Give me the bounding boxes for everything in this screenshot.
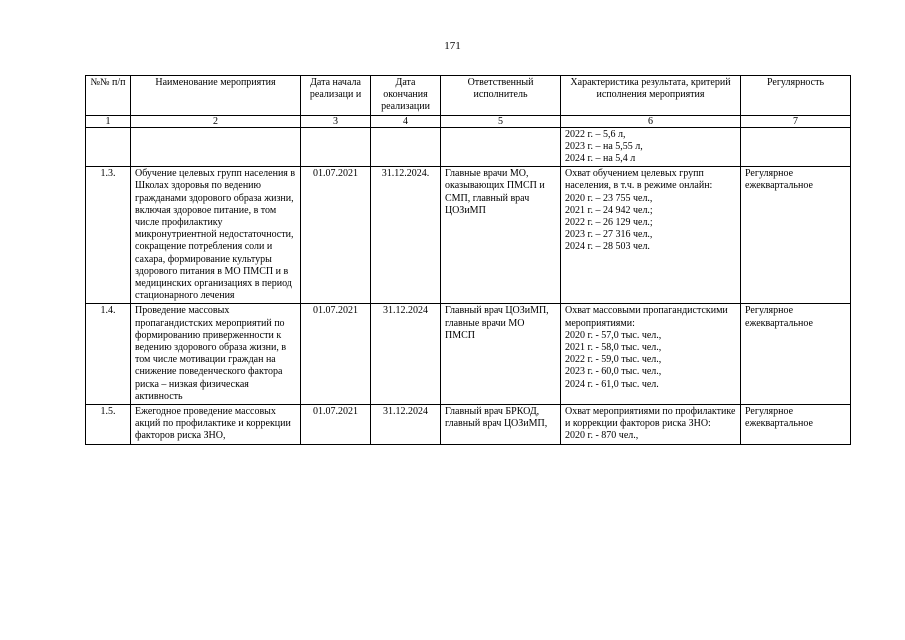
result-line: 2022 г. – 5,6 л, — [565, 128, 626, 140]
end-date: 31.12.2024. — [371, 167, 441, 304]
measure-name: Ежегодное проведение массовых акций по профилактике и коррекции факторов риска ЗНО, — [131, 405, 301, 445]
header-regularity: Регулярность — [741, 76, 851, 116]
start-date: 01.07.2021 — [301, 405, 371, 445]
result-line: 2022 г. – 26 129 чел.; — [565, 217, 653, 229]
result-cell — [561, 167, 741, 304]
header-start-date: Дата начала реализаци и — [301, 76, 371, 116]
header-end-date: Дата окончания реализации — [371, 76, 441, 116]
result-line: 2024 г. - 61,0 тыс. чел. — [565, 378, 659, 390]
responsible: Главные врачи МО, оказывающих ПМСП и СМП, главный врач ЦОЗиМП — [441, 167, 561, 304]
row-number: 1.3. — [86, 167, 131, 304]
regularity: Регулярное ежеквартальное — [741, 304, 851, 405]
table-row — [86, 304, 851, 405]
result-line: Охват мероприятиями по профилактике и коррекции факторов риска ЗНО: — [565, 406, 736, 430]
result-line: 2023 г. - 60,0 тыс. чел., — [565, 366, 662, 378]
column-number: 3 — [301, 115, 371, 127]
column-number-row — [86, 115, 851, 127]
continuation-row — [86, 127, 851, 167]
result-line: 2022 г. - 59,0 тыс. чел., — [565, 354, 662, 366]
column-number: 2 — [131, 115, 301, 127]
result-line: 2024 г. – на 5,4 л — [565, 153, 636, 165]
responsible: Главный врач БРКОД, главный врач ЦОЗиМП, — [441, 405, 561, 445]
end-date: 31.12.2024 — [371, 304, 441, 405]
column-number: 1 — [86, 115, 131, 127]
page-number: 171 — [444, 40, 461, 52]
result-line: 2021 г. – 24 942 чел.; — [565, 204, 653, 216]
header-num: №№ п/п — [86, 76, 131, 116]
responsible: Главный врач ЦОЗиМП, главные врачи МО ПМСП — [441, 304, 561, 405]
result-line: Охват массовыми пропагандистскими мероприятиями: — [565, 305, 728, 329]
row-number: 1.4. — [86, 304, 131, 405]
header-result: Характеристика результата, критерий исполнения мероприятия — [561, 76, 741, 116]
regularity: Регулярное ежеквартальное — [741, 167, 851, 304]
regularity: Регулярное ежеквартальное — [741, 405, 851, 445]
result-cell — [561, 127, 741, 167]
end-date: 31.12.2024 — [371, 405, 441, 445]
result-line: 2023 г. – 27 316 чел., — [565, 229, 653, 241]
result-line: 2020 г. - 57,0 тыс. чел., — [565, 329, 662, 341]
measure-name: Обучение целевых групп населения в Школах здоровья по ведению гражданами здорового образа жизни, включая здоровое питание, в том числе профилактику микронутриентной недостаточности, сокращение потребления соли и сахара, формирование культуры здорового питания в МО ПМСП и в медицинских организациях в период стационарного лечения — [131, 167, 301, 304]
header-row — [86, 76, 851, 116]
row-number: 1.5. — [86, 405, 131, 445]
result-line: 2020 г. - 870 чел., — [565, 430, 639, 442]
table-row — [86, 405, 851, 445]
table-cell — [371, 127, 441, 167]
column-number: 4 — [371, 115, 441, 127]
table-row — [86, 167, 851, 304]
result-line: 2020 г. – 23 755 чел., — [565, 192, 653, 204]
header-responsible: Ответственный исполнитель — [441, 76, 561, 116]
result-line: Охват обучением целевых групп населения, в т.ч. в режиме онлайн: — [565, 168, 713, 192]
measure-name: Проведение массовых пропагандистских мероприятий по формированию приверженности к ведению здорового образа жизни, в том числе мотивации граждан на снижение поведенческого фактора риска – низкая физическая активность — [131, 304, 301, 405]
table-cell — [301, 127, 371, 167]
result-line: 2021 г. - 58,0 тыс. чел., — [565, 342, 662, 354]
table-cell — [741, 127, 851, 167]
column-number: 7 — [741, 115, 851, 127]
start-date: 01.07.2021 — [301, 167, 371, 304]
table-cell — [131, 127, 301, 167]
result-cell — [561, 304, 741, 405]
start-date: 01.07.2021 — [301, 304, 371, 405]
column-number: 6 — [561, 115, 741, 127]
measures-table — [85, 75, 851, 445]
table-cell — [86, 127, 131, 167]
header-name: Наименование мероприятия — [131, 76, 301, 116]
column-number: 5 — [441, 115, 561, 127]
result-line: 2024 г. – 28 503 чел. — [565, 241, 650, 253]
result-line: 2023 г. – на 5,55 л, — [565, 140, 643, 152]
result-cell — [561, 405, 741, 445]
table-cell — [441, 127, 561, 167]
